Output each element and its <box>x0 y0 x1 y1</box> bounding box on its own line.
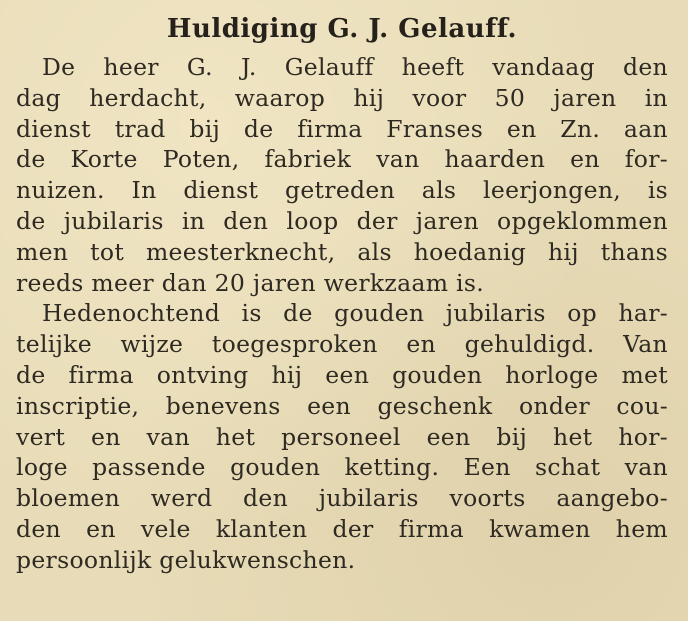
text-line: de Korte Poten, fabriek van haarden en for- <box>16 145 668 174</box>
text-line: dienst trad bij de firma Franses en Zn. aan <box>16 114 668 143</box>
text-line: inscriptie, benevens een geschenk onder cou- <box>16 391 668 420</box>
article-headline: Huldiging G. J. Gelauff. <box>166 14 518 44</box>
text-line: De heer G. J. Gelauff heeft vandaag den <box>42 53 668 81</box>
text-line: Hedenochtend is de gouden jubilaris op har- <box>42 299 668 328</box>
text-line: nuizen. In dienst getreden als leerjongen, is <box>16 176 668 205</box>
text-line: reeds meer dan 20 jaren werkzaam is. <box>16 268 484 297</box>
article-paragraph-2 <box>16 298 668 575</box>
text-line: dag herdacht, waarop hij voor 50 jaren in <box>16 83 668 112</box>
text-line: loge passende gouden ketting. Een schat van <box>16 453 668 482</box>
text-line: den en vele klanten der firma kwamen hem <box>16 514 668 543</box>
text-line: bloemen werd den jubilaris voorts aangebo- <box>16 484 668 513</box>
text-line: men tot meesterknecht, als hoedanig hij thans <box>16 237 668 266</box>
text-line: de jubilaris in den loop der jaren opgeklommen <box>16 206 668 235</box>
text-line: de firma ontving hij een gouden horloge met <box>16 360 668 389</box>
article-paragraph-1 <box>16 52 668 298</box>
text-line: persoonlijk gelukwenschen. <box>16 545 356 574</box>
text-line: telijke wijze toegesproken en gehuldigd. Van <box>16 330 668 359</box>
text-line: vert en van het personeel een bij het hor- <box>16 422 668 451</box>
